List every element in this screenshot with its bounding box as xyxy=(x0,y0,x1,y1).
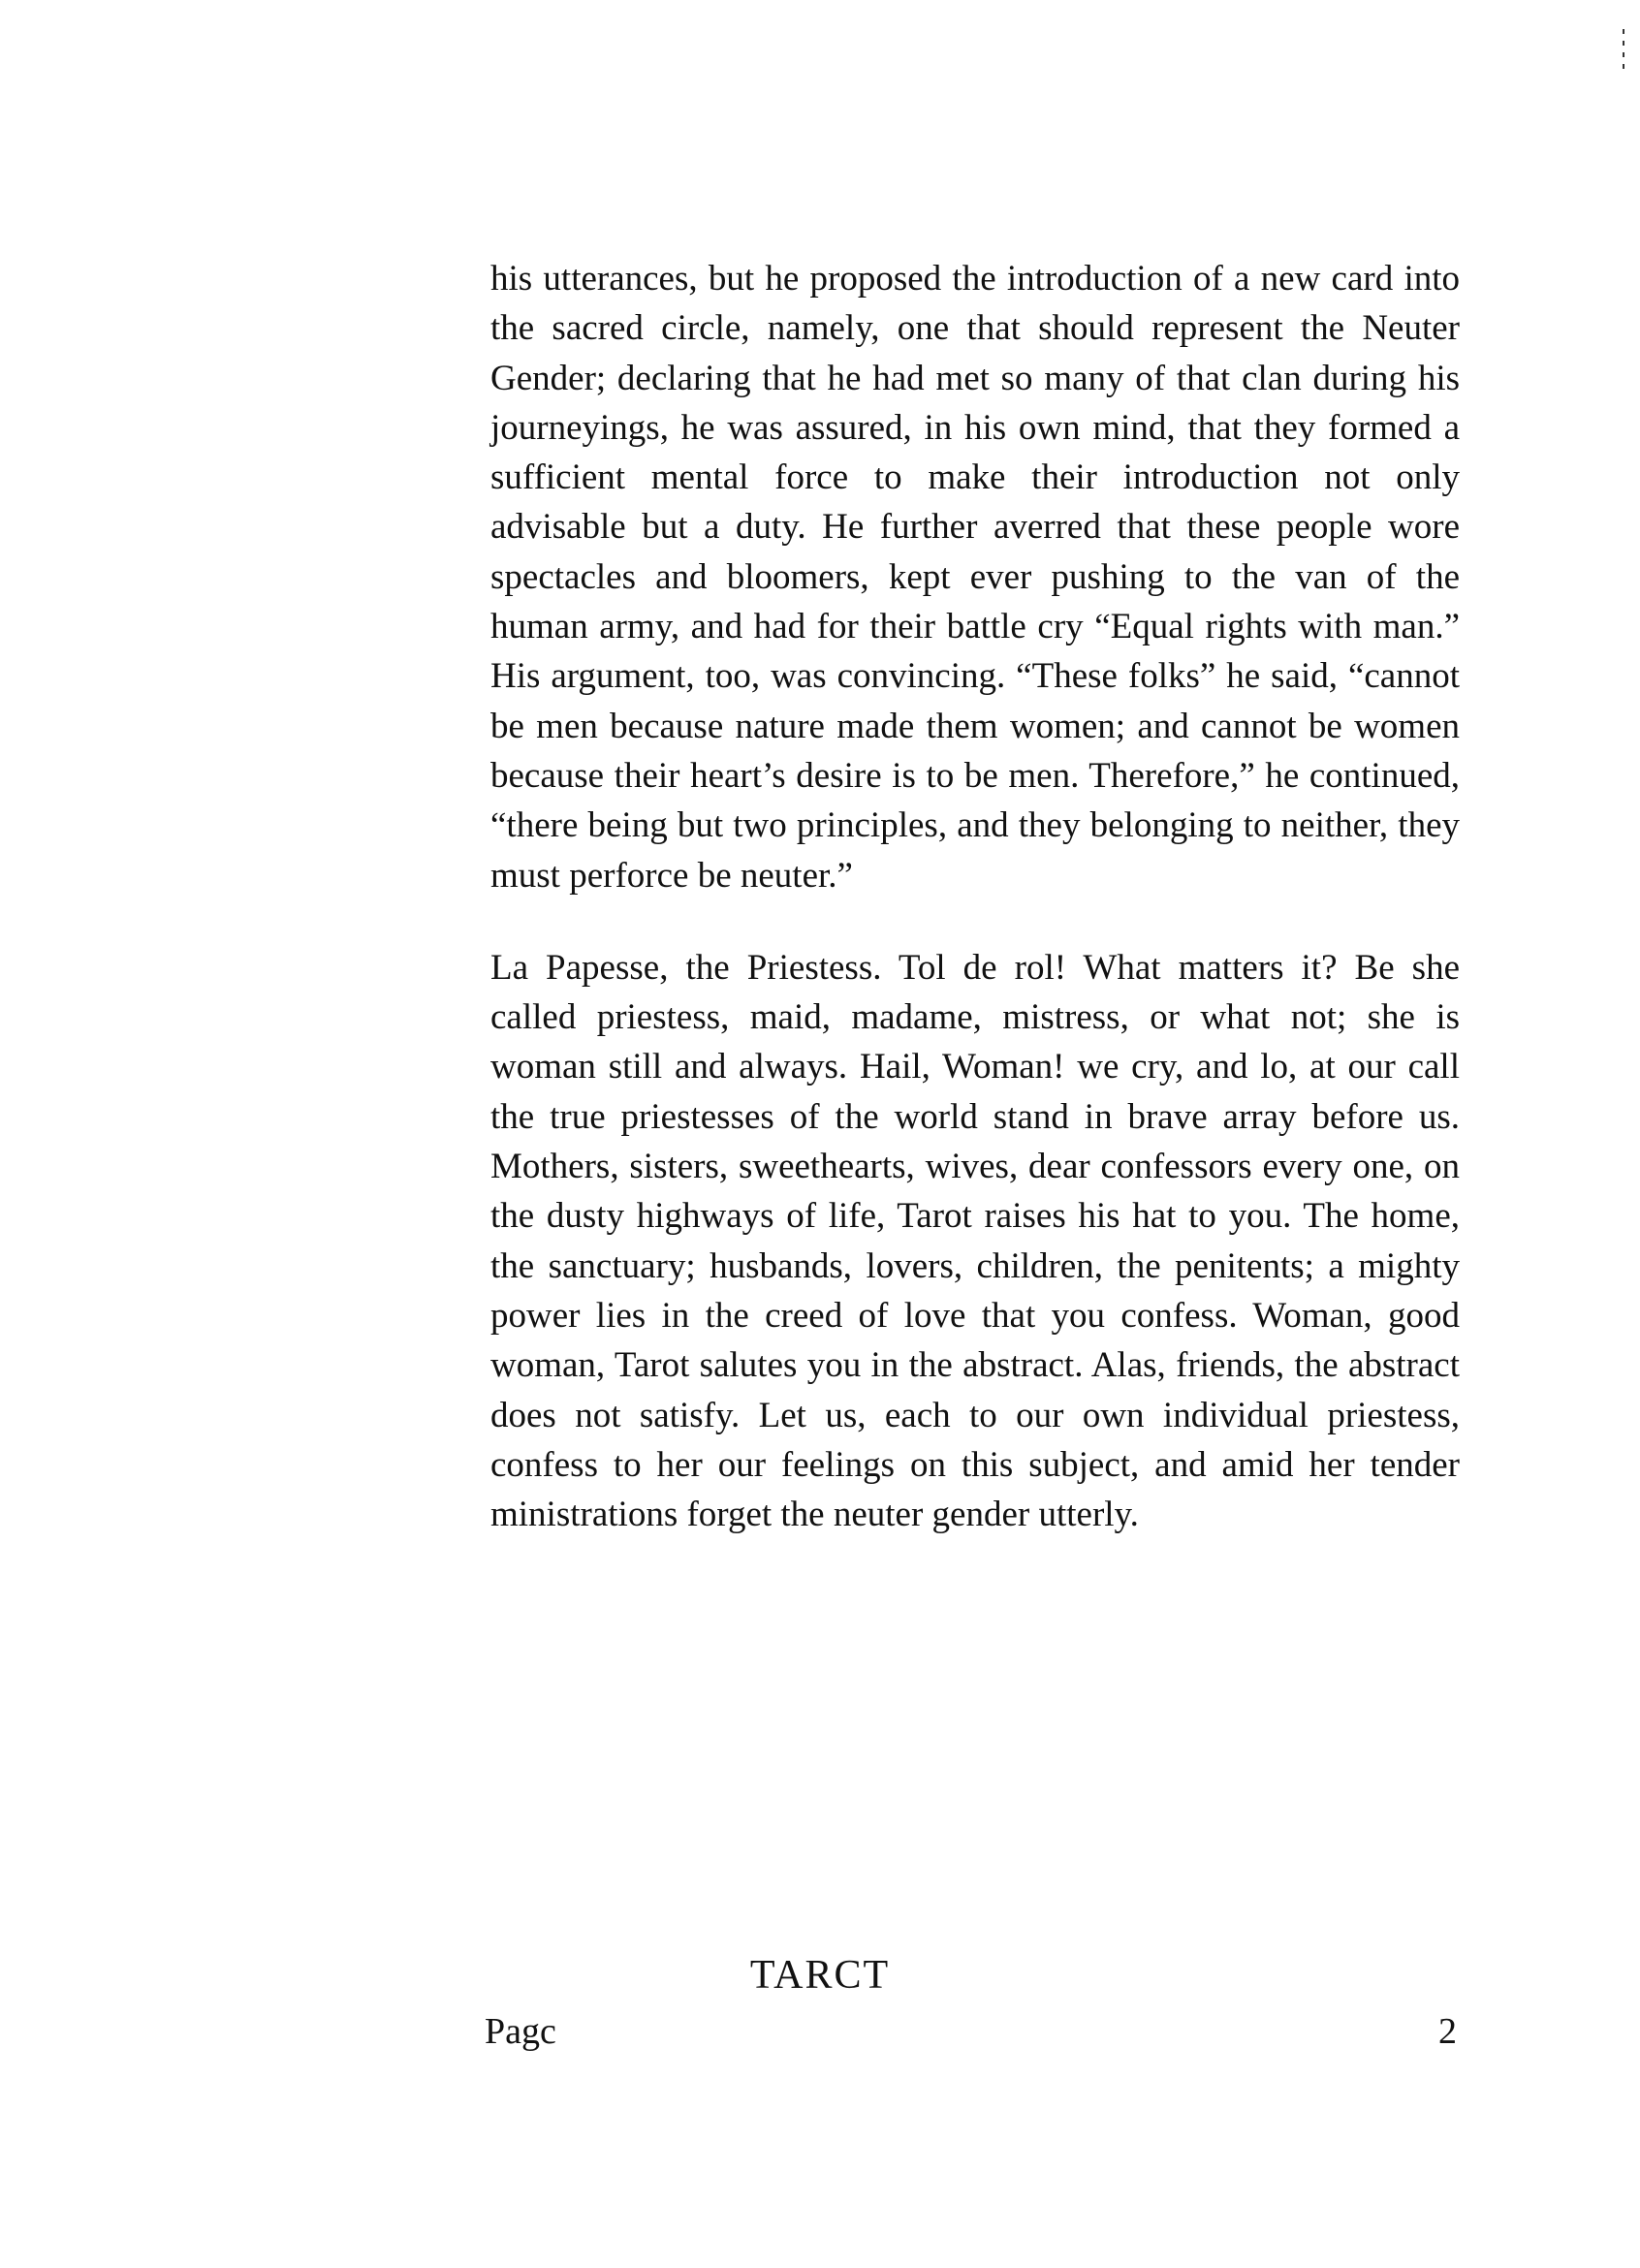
scan-mark xyxy=(1623,64,1624,69)
paragraph-la-papesse: La Papesse, the Priestess. Tol de rol! What matters it? Be she called priestess, maid, madame, mistress, or what not; she is woman still and always. Hail, Woman! we cry, and lo, at our call the true priestesses of the world stand in brave array before us. Mothers, sisters, sweethearts, wives, dear confessors every one, on the dusty highways of life, Tarot raises his hat to you. The home, the sanctuary; husbands, lovers, children, the penitents; a mighty power lies in the creed of love that you confess. Woman, good woman, Tarot salutes you in the abstract. Alas, friends, the abstract does not satisfy. Let us, each to our own individual priestess, confess to her our feelings on this subject, and amid her tender ministrations forget the neuter gender utterly. xyxy=(490,947,1460,1535)
scan-mark xyxy=(1623,29,1624,34)
scan-edge-marks xyxy=(1623,29,1626,87)
body-text xyxy=(490,254,1460,1539)
scan-mark xyxy=(1623,41,1624,46)
scan-mark xyxy=(1623,52,1624,57)
paragraph-neuter-gender: his utterances, but he proposed the introduction of a new card into the sacred circle, namely, one that should represent the Neuter Gender; declaring that he had met so many of that clan during his journeyings, he was assured, in his own mind, that they formed a sufficient mental force to make their introduction not only advisable but a duty. He further averred that these people wore spectacles and bloomers, kept ever pushing to the van of the human army, and had for their battle cry “Equal rights with man.” His argument, too, was convincing. “These folks” he said, “cannot be men because nature made them women; and cannot be women because their heart’s desire is to be men. Therefore,” he continued, “there being but two principles, and they belonging to neither, they must perforce be neuter.” xyxy=(490,259,1460,896)
running-title: TARCT xyxy=(749,1953,891,1998)
page-label: Pagc xyxy=(485,2011,556,2052)
page-number: 2 xyxy=(1438,2011,1457,2052)
